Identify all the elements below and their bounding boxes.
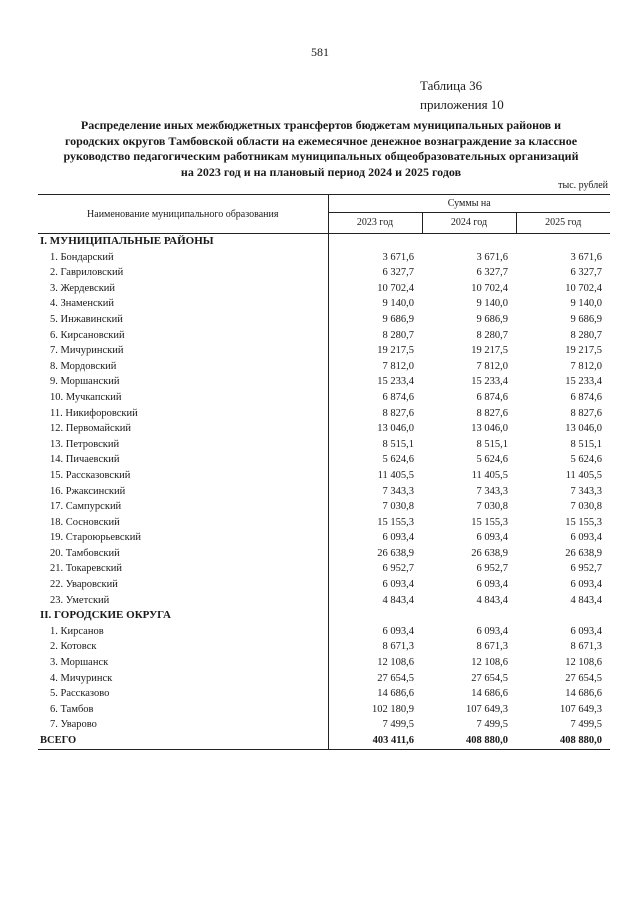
amount-cell: 6 093,4 [382,532,414,544]
amount-cell: 9 686,9 [382,313,414,325]
amount-cell: 10 702,4 [471,282,508,294]
municipality-name: 3. Жердевский [38,281,328,297]
column-header-name: Наименование муниципального образования [38,195,328,234]
allocation-table [38,194,610,750]
amount-cell: 107 649,3 [466,703,508,715]
amount-cell: 8 280,7 [382,329,414,341]
amount-cell: 8 515,1 [476,438,508,450]
municipality-name: 11. Никифоровский [38,406,328,422]
amount-cell: 15 155,3 [471,516,508,528]
municipality-name: 22. Уваровский [38,577,328,593]
amount-cell: 6 093,4 [382,625,414,637]
amount-cell: 10 702,4 [565,282,603,294]
municipality-name: 13. Петровский [38,437,328,453]
amount-cell: 6 874,6 [476,391,508,403]
column-header-sums: Суммы на [328,195,610,213]
units-label: тыс. рублей [558,180,608,191]
table-row [38,639,610,655]
empty-cell [422,234,516,250]
title-line: на 2023 год и на плановый период 2024 и 2025 годов [180,164,462,179]
amount-cell: 15 155,3 [377,516,414,528]
amount-cell: 12 108,6 [565,657,603,669]
municipality-name: 10. Мучкапский [38,390,328,406]
amount-cell: 3 671,6 [476,251,508,263]
amount-cell: 107 649,3 [560,703,603,715]
document-title [40,118,602,180]
amount-cell: 7 030,8 [382,501,414,513]
amount-cell: 7 812,0 [476,360,508,372]
amount-cell: 7 499,5 [476,719,508,731]
allocation-table-wrapper [38,194,610,750]
table-row [38,374,610,390]
table-row [38,281,610,297]
page-number: 581 [311,45,329,59]
amount-cell: 11 405,5 [565,469,603,481]
total-amount: 408 880,0 [422,733,516,749]
municipality-name: 17. Сампурский [38,499,328,515]
amount-cell: 4 843,4 [382,594,414,606]
amount-cell: 7 343,3 [476,485,508,497]
table-row [38,250,610,266]
amount-cell: 9 140,0 [476,298,508,310]
amount-cell: 6 952,7 [570,563,603,575]
municipality-name: 23. Уметский [38,593,328,609]
table-row [38,328,610,344]
amount-cell: 6 874,6 [382,391,414,403]
amount-cell: 14 686,6 [377,688,414,700]
municipality-name: 4. Мичуринск [38,671,328,687]
table-row [38,686,610,702]
amount-cell: 27 654,5 [471,672,508,684]
table-row [38,515,610,531]
amount-cell: 15 155,3 [565,516,603,528]
column-header-year-2025: 2025 год [516,212,610,233]
amount-cell: 13 046,0 [565,423,603,435]
amount-cell: 9 140,0 [382,298,414,310]
appendix-label: приложения 10 [420,97,504,112]
empty-cell [328,608,422,624]
amount-cell: 8 671,3 [382,641,414,653]
table-row [38,577,610,593]
amount-cell: 7 499,5 [382,719,414,731]
amount-cell: 5 624,6 [382,454,414,466]
table-row [38,312,610,328]
amount-cell: 6 093,4 [476,625,508,637]
column-header-year-2023: 2023 год [328,212,422,233]
amount-cell: 6 874,6 [570,391,603,403]
amount-cell: 7 812,0 [382,360,414,372]
amount-cell: 19 217,5 [377,345,414,357]
municipality-name: 21. Токаревский [38,561,328,577]
amount-cell: 15 233,4 [471,376,508,388]
municipality-name: 9. Моршанский [38,374,328,390]
amount-cell: 8 827,6 [570,407,603,419]
table-row [38,296,610,312]
amount-cell: 7 343,3 [382,485,414,497]
amount-cell: 4 843,4 [476,594,508,606]
amount-cell: 102 180,9 [372,703,414,715]
amount-cell: 26 638,9 [471,547,508,559]
amount-cell: 6 952,7 [476,563,508,575]
table-row [38,484,610,500]
empty-cell [328,234,422,250]
empty-cell [516,234,610,250]
section-header-row [38,608,610,624]
amount-cell: 6 093,4 [476,579,508,591]
amount-cell: 13 046,0 [471,423,508,435]
amount-cell: 6 093,4 [570,579,603,591]
table-row [38,265,610,281]
table-row [38,359,610,375]
amount-cell: 6 327,7 [382,267,414,279]
amount-cell: 5 624,6 [476,454,508,466]
municipality-name: 7. Мичуринский [38,343,328,359]
amount-cell: 6 093,4 [382,579,414,591]
municipality-name: 1. Кирсанов [38,624,328,640]
amount-cell: 8 827,6 [476,407,508,419]
municipality-name: 6. Тамбов [38,702,328,718]
amount-cell: 9 140,0 [570,298,603,310]
amount-cell: 14 686,6 [565,688,603,700]
table-label: Таблица 36 [420,78,483,93]
municipality-name: 15. Рассказовский [38,468,328,484]
table-row [38,390,610,406]
amount-cell: 15 233,4 [565,376,603,388]
amount-cell: 15 233,4 [377,376,414,388]
amount-cell: 9 686,9 [476,313,508,325]
empty-cell [422,608,516,624]
table-row [38,468,610,484]
amount-cell: 8 827,6 [382,407,414,419]
total-amount: 408 880,0 [516,733,610,749]
municipality-name: 12. Первомайский [38,421,328,437]
amount-cell: 8 671,3 [476,641,508,653]
municipality-name: 6. Кирсановский [38,328,328,344]
amount-cell: 11 405,5 [377,469,414,481]
amount-cell: 27 654,5 [565,672,603,684]
table-row [38,624,610,640]
amount-cell: 6 093,4 [570,532,603,544]
amount-cell: 8 671,3 [570,641,603,653]
table-row [38,499,610,515]
title-line: руководство педагогическим работникам муниципальных общеобразовательных организаций [63,149,579,163]
section-title: II. ГОРОДСКИЕ ОКРУГА [38,608,328,624]
total-row [38,733,610,749]
amount-cell: 6 952,7 [382,563,414,575]
table-row [38,702,610,718]
total-amount: 403 411,6 [328,733,422,749]
municipality-name: 7. Уварово [38,717,328,733]
table-row [38,593,610,609]
amount-cell: 3 671,6 [382,251,414,263]
municipality-name: 2. Котовск [38,639,328,655]
section-title: I. МУНИЦИПАЛЬНЫЕ РАЙОНЫ [38,234,328,250]
amount-cell: 14 686,6 [471,688,508,700]
municipality-name: 19. Староюрьевский [38,530,328,546]
table-row [38,406,610,422]
table-body [38,234,610,750]
amount-cell: 6 093,4 [476,532,508,544]
municipality-name: 18. Сосновский [38,515,328,531]
amount-cell: 5 624,6 [570,454,603,466]
table-row [38,452,610,468]
amount-cell: 6 327,7 [476,267,508,279]
municipality-name: 3. Моршанск [38,655,328,671]
municipality-name: 4. Знаменский [38,296,328,312]
table-row [38,530,610,546]
amount-cell: 19 217,5 [565,345,603,357]
section-header-row [38,234,610,250]
amount-cell: 7 499,5 [570,719,603,731]
amount-cell: 12 108,6 [377,657,414,669]
table-row [38,561,610,577]
amount-cell: 12 108,6 [471,657,508,669]
municipality-name: 1. Бондарский [38,250,328,266]
municipality-name: 14. Пичаевский [38,452,328,468]
table-row [38,421,610,437]
table-row [38,343,610,359]
total-label: ВСЕГО [38,733,328,749]
amount-cell: 27 654,5 [377,672,414,684]
amount-cell: 8 280,7 [570,329,603,341]
municipality-name: 5. Рассказово [38,686,328,702]
municipality-name: 8. Мордовский [38,359,328,375]
table-row [38,437,610,453]
amount-cell: 4 843,4 [570,594,603,606]
amount-cell: 13 046,0 [377,423,414,435]
title-line: городских округов Тамбовской области на ежемесячное денежное вознаграждение за классное [64,133,578,148]
municipality-name: 2. Гавриловский [38,265,328,281]
amount-cell: 19 217,5 [471,345,508,357]
amount-cell: 9 686,9 [570,313,603,325]
table-row [38,717,610,733]
table-row [38,655,610,671]
title-line: Распределение иных межбюджетных трансфертов бюджетам муниципальных районов и [80,118,562,132]
amount-cell: 7 030,8 [570,501,603,513]
amount-cell: 11 405,5 [471,469,508,481]
amount-cell: 6 093,4 [570,625,603,637]
amount-cell: 7 030,8 [476,501,508,513]
amount-cell: 8 515,1 [570,438,603,450]
amount-cell: 8 515,1 [382,438,414,450]
column-header-year-2024: 2024 год [422,212,516,233]
municipality-name: 16. Ржаксинский [38,484,328,500]
table-row [38,671,610,687]
amount-cell: 3 671,6 [570,251,603,263]
amount-cell: 26 638,9 [377,547,414,559]
municipality-name: 20. Тамбовский [38,546,328,562]
amount-cell: 8 280,7 [476,329,508,341]
municipality-name: 5. Инжавинский [38,312,328,328]
amount-cell: 7 812,0 [570,360,603,372]
table-row [38,546,610,562]
empty-cell [516,608,610,624]
amount-cell: 26 638,9 [565,547,603,559]
amount-cell: 10 702,4 [377,282,414,294]
amount-cell: 6 327,7 [570,267,603,279]
amount-cell: 7 343,3 [570,485,603,497]
